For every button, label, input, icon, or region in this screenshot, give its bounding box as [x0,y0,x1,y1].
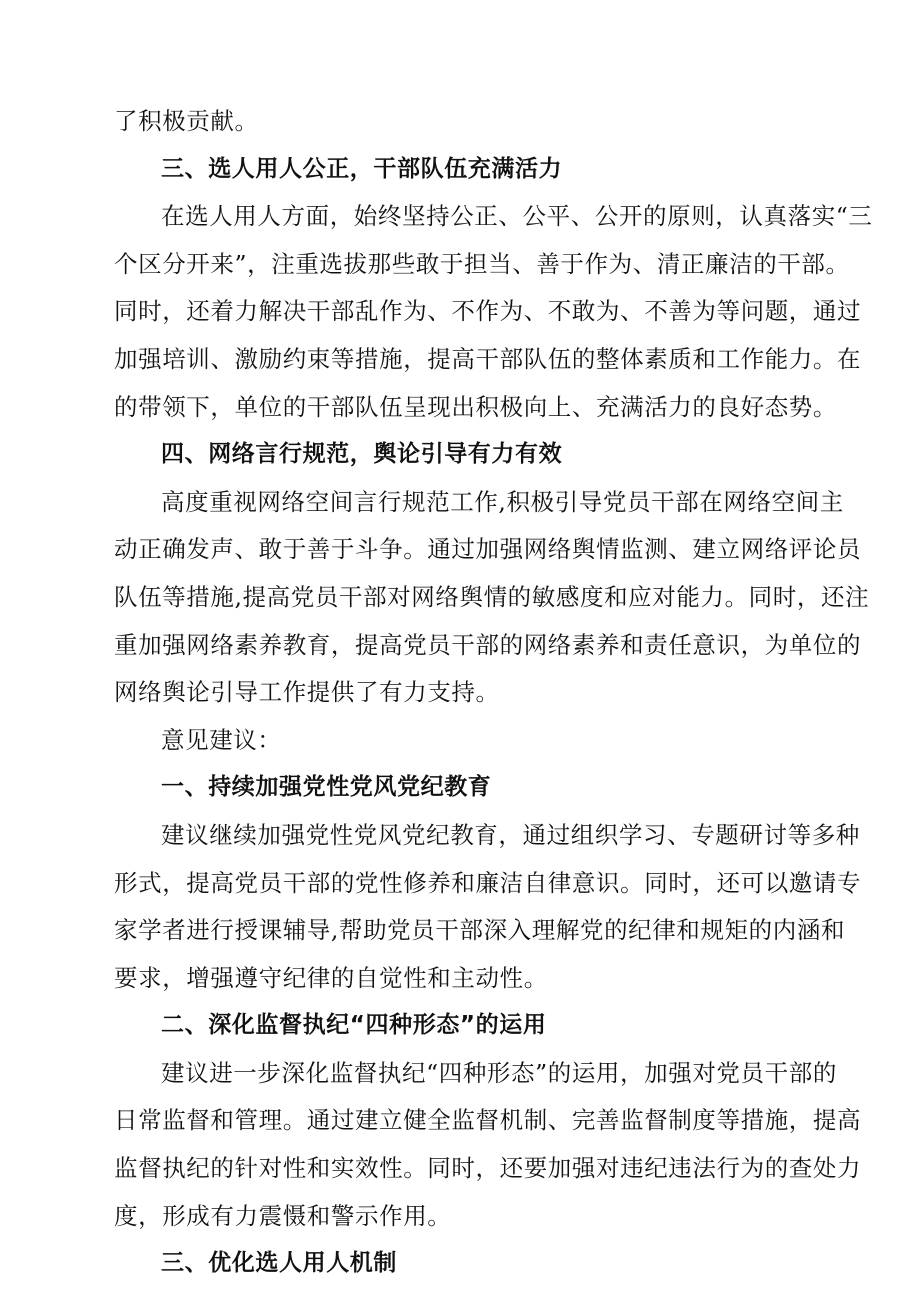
paragraph-line: 个区分开来”，注重选拔那些敢于担当、善于作为、清正廉洁的干部。 [114,249,850,278]
paragraph-line: 高度重视网络空间言行规范工作,积极引导党员干部在网络空间主 [161,487,844,516]
paragraph-line: 形式，提高党员干部的党性修养和廉洁自律意识。同时，还可以邀请专 [114,868,862,897]
section-heading: 二、深化监督执纪“四种形态”的运用 [161,1012,547,1039]
paragraph-line: 了积极贡献。 [114,107,259,135]
paragraph-line: 重加强网络素养教育，提高党员干部的网络素养和责任意识，为单位的 [114,630,862,659]
paragraph-line: 动正确发声、敢于善于斗争。通过加强网络舆情监测、建立网络评论员 [114,535,862,564]
paragraph-line: 度，形成有力震慑和警示作用。 [114,1201,452,1230]
paragraph-line: 家学者进行授课辅导,帮助党员干部深入理解党的纪律和规矩的内涵和 [114,916,846,945]
paragraph-line: 要求，增强遵守纪律的自觉性和主动性。 [114,963,548,992]
paragraph-line: 网络舆论引导工作提供了有力支持。 [114,678,500,707]
section-heading: 三、优化选人用人机制 [161,1250,397,1277]
section-heading: 三、选人用人公正，干部队伍充满活力 [161,155,563,182]
paragraph-line: 日常监督和管理。通过建立健全监督机制、完善监督制度等措施，提高 [114,1106,862,1135]
paragraph-line: 监督执纪的针对性和实效性。同时，还要加强对违纪违法行为的查处力 [114,1154,862,1183]
document-body [114,98,873,1288]
section-heading: 一、持续加强党性党风党纪教育 [161,774,492,801]
paragraph-line: 的带领下，单位的干部队伍呈现出积极向上、充满活力的良好态势。 [114,392,837,421]
paragraph-line: 在选人用人方面，始终坚持公正、公平、公开的原则，认真落实“三 [161,202,873,231]
paragraph-line: 队伍等措施,提高党员干部对网络舆情的敏感度和应对能力。同时，还注 [114,582,870,611]
suggestions-label: 意见建议： [161,725,282,754]
paragraph-line: 同时，还着力解决干部乱作为、不作为、不敢为、不善为等问题，通过 [114,297,862,326]
paragraph-line: 建议进一步深化监督执纪“四种形态”的运用，加强对党员干部的 [161,1058,837,1087]
section-heading: 四、网络言行规范，舆论引导有力有效 [161,441,563,468]
paragraph-line: 加强培训、激励约束等措施，提高干部队伍的整体素质和工作能力。在 [114,344,862,373]
paragraph-line: 建议继续加强党性党风党纪教育，通过组织学习、专题研讨等多种 [161,820,860,849]
